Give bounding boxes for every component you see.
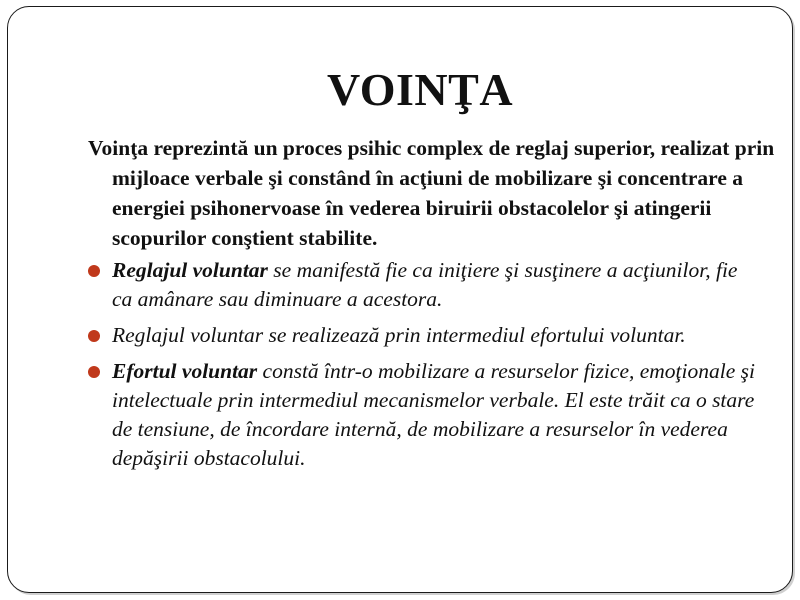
slide-title: VOINŢA: [326, 64, 514, 115]
bullet-list: [88, 256, 760, 480]
bullet-dot-icon: [88, 265, 100, 277]
bullet-dot-icon: [88, 366, 100, 378]
bullet-text: constă într-o mobilizare a resurselor fizice, emoţionale şi intelectuale prin intermediul mecanismelor verbale. El este trăit ca o stare de tensiune, de încordare internă, de mobilizare a resurselor în vederea depăşirii obstacolului.: [112, 359, 755, 470]
bullet-item-efort: [88, 357, 760, 473]
bullet-item-efort-intro: [88, 321, 760, 350]
bullet-text: Reglajul voluntar se realizează prin intermediul efortului voluntar.: [112, 323, 686, 347]
bullet-item-reglaj: [88, 256, 760, 314]
bullet-text: se manifestă fie ca iniţiere şi susţinere a acţiunilor, fie ca amânare sau diminuare a acestora.: [112, 258, 738, 311]
bullet-term: Efortul voluntar: [112, 359, 258, 383]
intro-paragraph: Voinţa reprezintă un proces psihic complex de reglaj superior, realizat prin mijloace verbale şi constând în acţiuni de mobilizare şi concentrare a energiei psihonervoase în vederea biruirii obstacolelor şi atingerii scopurilor conştient stabilite.: [88, 136, 775, 250]
bullet-dot-icon: [88, 330, 100, 342]
bullet-term: Reglajul voluntar: [112, 258, 268, 282]
